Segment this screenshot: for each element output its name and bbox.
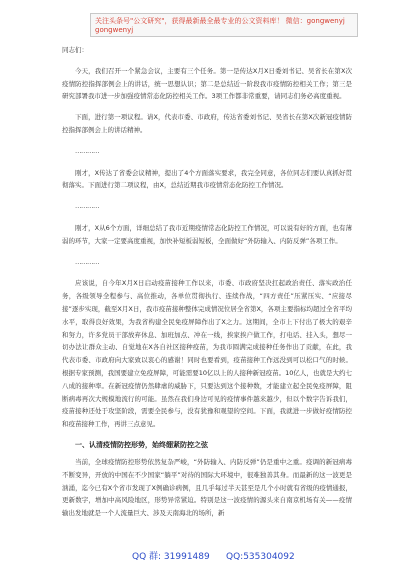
greeting: 同志们： xyxy=(62,46,88,54)
promo-banner-wechat-id: gongwenyj xyxy=(95,26,134,34)
section-heading: 一、认清疫情防控形势，始终绷紧防控之弦 xyxy=(75,440,208,449)
paragraph-situation: 当前，全球疫情防控形势依然复杂严峻，“外防输入、内防反弹”仍是重中之重。疫调的新冠病毒不断变异，开放的中国在不少国家“躺平”对待的国际大环境中，很难独善其身。而最新的这一波更是汹涌，迄今已有X个省市发现了X例确诊病例，且几乎每过半天甚至是几个小时就有省级的疫情通报，更新数字，增加中高风险地区，形势异常紧迫。特别是这一波疫情的源头来自南京机场有关——疫情输出发地就是一个人流量巨大、涉及天南海北的场所，新 xyxy=(62,457,352,518)
paragraph-agenda-one: 下面，进行第一项议程。请X，代表市委、市政府，传达省委刘书记、吴省长在第X次新冠疫情防控指挥部例会上的讲话精神。 xyxy=(62,113,352,134)
ellipsis-separator: ………… xyxy=(75,257,99,266)
paragraph-intro: 今天，我们召开一个紧急会议，主要有三个任务。第一是传达X月X日委刘书记、吴省长在第X次疫情防控指挥部例会上的讲话，统一思想认识；第二是总结近一阶段我市疫情防控相关工作；第三是研究部署我市进一步加强疫情常态化防控相关工作。3项工作都非常重要，请同志们务必高度重视。 xyxy=(62,66,352,101)
promo-banner-text: 关注头条号"公文研究"，获得最新最全最专业的公文资料库！ 微信：gongwenyj xyxy=(95,17,345,25)
paragraph-agenda-two: 刚才，X传达了省委会议精神，提出了4个方面落实要求，我完全同意，各位同志们要认真抓好贯彻落实。下面进行第二项议程，由X，总结近期我市疫情常态化防控工作情况。 xyxy=(62,168,352,190)
qq-number: QQ:535304092 xyxy=(226,552,295,562)
qq-group-number: QQ 群: 31991489 xyxy=(132,552,210,562)
paragraph-summary: 刚才，X从6个方面，详细总结了我市近期疫情常态化防控工作情况，可以说有好的方面，也有薄弱的环节，大家一定要高度重视，加快补短板弱短板，全面做好“外防输入、内防反弹”各项工作。 xyxy=(62,223,352,245)
footer xyxy=(0,550,408,566)
ellipsis-separator: ………… xyxy=(75,146,99,155)
ellipsis-separator: ………… xyxy=(75,202,99,211)
promo-banner xyxy=(90,13,358,37)
document-body xyxy=(62,44,352,528)
paragraph-vaccination: 应该说，自今年X月X日启动疫苗接种工作以来，市委、市政府坚决扛起政治责任、落实政治任务，各级领导全程参与、高位推动，各单位贯彻执行、连续作战，“四方责任”压紧压实、“应接尽接”逐步实现，截至X月X日，我市疫苗接种整体完成情况位居全省第X，各项主要指标均超过全省平均水平，取得良好效果，为我省构建全民免疫屏障作出了X之力。这期间，全市上下付出了极大的艰辛和努力，许多党员干部放弃休息、加班加点、冲在一线，挨家挨户做工作，打电话、挂入头，想尽一切办法让群众主动、自觉地在X各自社区接种疫苗，为我市圆满完成接种任务作出了贡献，在此，我代表市委、市政府向大家致以衷心的感谢！同时也要看到，疫苗接种工作远没到可以松口气的时候。根据专家预测，我国要建立免疫屏障，可能需要10亿以上的人接种新冠疫苗。10亿人，也就是大约七八成的接种率。在新冠疫情仍然肆虐的威胁下，只要达到这个接种数，才能建立起全民免疫屏障，阻断病毒再次大规模地流行的可能。虽然在我们身边可见的疫情事件越来越少，但以个数字告诉我们，疫苗接种还处于攻坚阶段，需要全民参与，没有犹豫和观望的空间。下面，我就进一步做好疫情防控和疫苗接种工作，再讲三点意见。 xyxy=(62,279,352,429)
